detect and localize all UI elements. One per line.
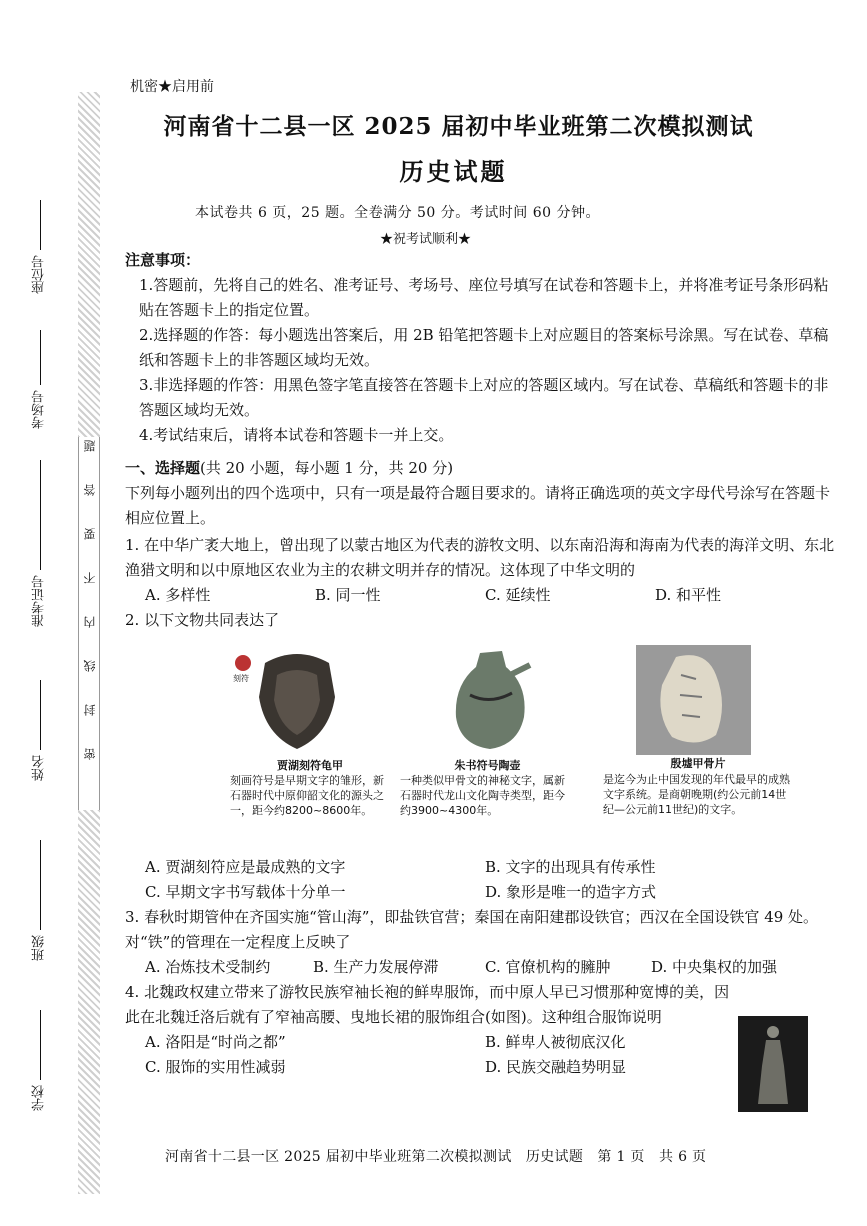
question-1: [125, 533, 835, 608]
seal-char: 题: [83, 440, 97, 452]
exam-info: 本试卷共 6 页，25 题。全卷满分 50 分。考试时间 60 分钟。: [195, 205, 601, 221]
artifact-name: 殷墟甲骨片: [670, 757, 726, 770]
option-b: B. 生产力发展停滞: [313, 958, 439, 976]
seal-char: 答: [83, 484, 97, 496]
option-a: A. 贾湖刻符应是最成熟的文字: [145, 858, 346, 876]
notes-section: [125, 248, 835, 448]
option-d: D. 中央集权的加强: [651, 958, 778, 976]
exam-room-field[interactable]: [26, 330, 56, 450]
class-field[interactable]: [26, 840, 56, 1000]
question-4: [125, 980, 730, 1080]
option-c: C. 延续性: [485, 586, 551, 604]
note-item: 4.考试结束后，请将本试卷和答题卡一并上交。: [139, 426, 454, 444]
artifact-desc: 一种类似甲骨文的神秘文字，属新石器时代龙山文化陶寺类型，距今约3900~4300年。: [400, 774, 565, 817]
option-row: [125, 855, 835, 880]
artifact-caption-3: [603, 757, 793, 817]
option-row: [125, 583, 835, 608]
field-label: 准考证号: [32, 575, 47, 627]
option-d: D. 和平性: [655, 586, 722, 604]
section-instruction: 下列每小题列出的四个选项中，只有一项是最符合题目要求的。请将正确选项的英文字母代号涂写在答题卡相应位置上。: [125, 484, 831, 527]
pottery-pot-image: [440, 645, 540, 755]
oracle-bone-image: [636, 645, 751, 755]
artifact-desc: 刻画符号是早期文字的雏形，新石器时代中原仰韶文化的源头之一，距今约8200~8600年。: [230, 774, 384, 817]
option-a: A. 冶炼技术受制约: [145, 958, 271, 976]
seal-char: 内: [83, 616, 97, 628]
seal-char: 线: [83, 660, 97, 672]
option-row: [125, 880, 835, 905]
option-row: [125, 1030, 730, 1055]
field-label: 班级: [32, 935, 47, 961]
field-label: 姓名: [32, 755, 47, 781]
artifact-name: 朱书符号陶壶: [454, 759, 521, 772]
artifact-caption-1: [230, 758, 390, 818]
artifact-jiahu-shell: [225, 645, 365, 755]
page-footer: 河南省十二县一区 2025 届初中毕业班第二次模拟测试 历史试题 第 1 页 共 6 页: [165, 1149, 707, 1165]
note-item: 1.答题前，先将自己的姓名、准考证号、考场号、座位号填写在试卷和答题卡上，并将准考证号条形码粘贴在答题卡上的指定位置。: [139, 276, 829, 319]
admission-number-field[interactable]: [26, 460, 56, 660]
section-choice: [125, 456, 835, 633]
wish-text: ★祝考试顺利★: [380, 232, 472, 247]
seal-char: 密: [83, 748, 97, 760]
option-b: B. 同一性: [315, 586, 381, 604]
option-b: B. 文字的出现具有传承性: [485, 858, 656, 876]
questions-continued: [125, 855, 835, 1080]
field-label: 座位号: [32, 255, 47, 294]
costume-figure-image: [738, 1016, 808, 1112]
option-a: A. 洛阳是“时尚之都”: [145, 1033, 286, 1051]
question-2-stem: 2. 以下文物共同表达了: [125, 611, 280, 629]
section-heading-note: (共 20 小题，每小题 1 分，共 20 分): [200, 459, 454, 477]
artifact-oracle-bone: [636, 645, 751, 755]
field-label: 考场号: [32, 390, 47, 429]
tortoise-shell-image: [225, 645, 365, 755]
artifact-caption-2: [400, 758, 575, 818]
option-row: [125, 1055, 730, 1080]
question-stem: 1. 在中华广袤大地上，曾出现了以蒙古地区为代表的游牧文明、以东南沿海和海南为代表的海洋文明、东北渔猎文明和以中原地区农业为主的农耕文明并存的情况。这体现了中华文明的: [125, 536, 835, 579]
option-c: C. 官僚机构的臃肿: [485, 958, 611, 976]
artifact-pottery: [440, 645, 540, 755]
option-d: D. 象形是唯一的造字方式: [485, 883, 657, 901]
exam-subtitle: 历史试题: [399, 157, 508, 186]
question-stem: 4. 北魏政权建立带来了游牧民族窄袖长袍的鲜卑服饰，而中原人早已习惯那种宽博的美，因此在北魏迁洛后就有了窄袖高腰、曳地长裙的服饰组合(如图)。这种组合服饰说明: [125, 983, 730, 1026]
seal-char: 封: [83, 704, 97, 716]
field-label: 学校: [32, 1085, 47, 1111]
name-field[interactable]: [26, 680, 56, 820]
confidential-label: 机密★启用前: [130, 79, 214, 95]
seal-char: 要: [83, 528, 97, 540]
option-c: C. 早期文字书写载体十分单一: [145, 883, 346, 901]
exam-title: 河南省十二县一区 2025 届初中毕业班第二次模拟测试: [163, 113, 754, 140]
artifact-desc: 是迄今为止中国发现的年代最早的成熟文字系统。是商朝晚期(约公元前14世纪—公元前11世纪)的文字。: [603, 773, 790, 816]
seat-number-field[interactable]: [26, 200, 56, 320]
option-row: [125, 955, 835, 980]
option-c: C. 服饰的实用性减弱: [145, 1058, 286, 1076]
option-a: A. 多样性: [145, 586, 211, 604]
artifact-tag: 刻符: [233, 674, 249, 683]
notes-heading: 注意事项：: [125, 251, 201, 269]
seal-char: 不: [83, 572, 97, 584]
note-item: 2.选择题的作答：每小题选出答案后，用 2B 铅笔把答题卡上对应题目的答案标号涂黑。写在试卷、草稿纸和答题卡上的非答题区域均无效。: [139, 326, 829, 369]
question-stem: 3. 春秋时期管仲在齐国实施“管山海”，即盐铁官营；秦国在南阳建郡设铁官；西汉在全国设铁官 49 处。对“铁”的管理在一定程度上反映了: [125, 908, 819, 951]
question-3: [125, 905, 835, 980]
school-field[interactable]: [26, 1010, 56, 1150]
note-item: 3.非选择题的作答：用黑色签字笔直接答在答题卡上对应的答题区域内。写在试卷、草稿纸和答题卡的非答题区域均无效。: [139, 376, 829, 419]
artifact-name: 贾湖刻符龟甲: [277, 759, 343, 772]
option-d: D. 民族交融趋势明显: [485, 1058, 627, 1076]
option-b: B. 鲜卑人被彻底汉化: [485, 1033, 626, 1051]
section-heading: 一、选择题: [125, 459, 201, 477]
